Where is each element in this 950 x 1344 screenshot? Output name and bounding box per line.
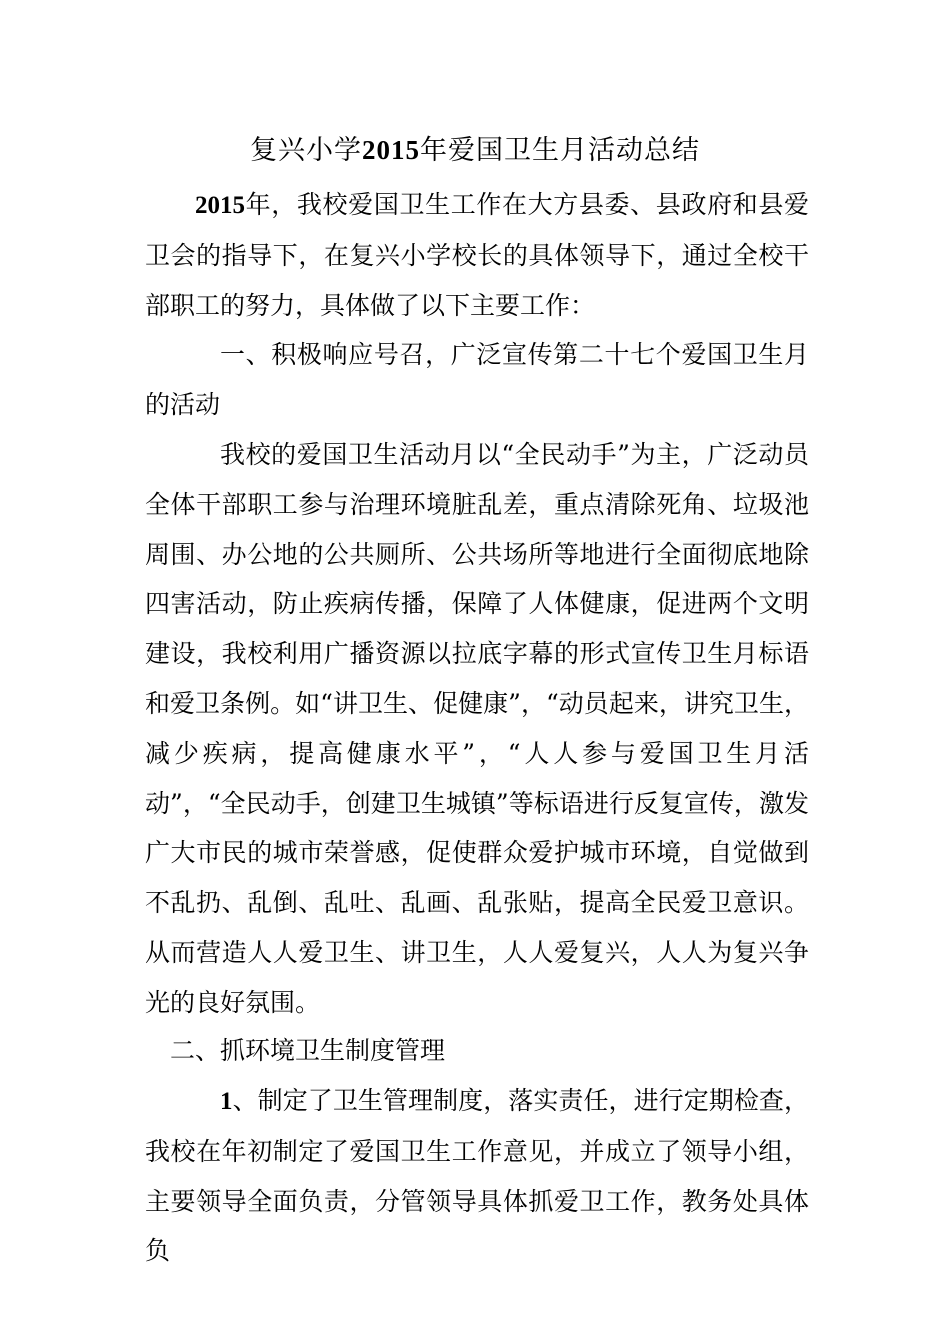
section-2-paragraph bbox=[145, 1076, 809, 1276]
title-prefix: 复兴小学 bbox=[250, 135, 362, 166]
section-heading-1: 一、积极响应号召，广泛宣传第二十七个爱国卫生月的活动 bbox=[145, 340, 809, 419]
item-number: 1 bbox=[220, 1088, 233, 1115]
intro-text: 年，我校爱国卫生工作在大方县委、县政府和县爱卫会的指导下，在复兴小学校长的具体领导下，通过全校干部职工的努力，具体做了以下主要工作： bbox=[145, 190, 809, 320]
section-1-paragraph: 我校的爱国卫生活动月以“全民动手”为主，广泛动员全体干部职工参与治理环境脏乱差，重点清除死角、垃圾池周围、办公地的公共厕所、公共场所等地进行全面彻底地除四害活动，防止疾病传播，保障了人体健康，促进两个文明建设，我校利用广播资源以拉底字幕的形式宣传卫生月标语和爱卫条例。如“讲卫生、促健康”，“动员起来，讲究卫生，减少疾病，提高健康水平”，“人人参与爱国卫生月活动”，“全民动手，创建卫生城镇”等标语进行反复宣传，激发广大市民的城市荣誉感，促使群众爱护城市环境，自觉做到不乱扔、乱倒、乱吐、乱画、乱张贴，提高全民爱卫意识。从而营造人人爱卫生、讲卫生，人人爱复兴，人人为复兴争光的良好氛围。 bbox=[145, 440, 809, 1017]
title-suffix: 年爱国卫生月活动总结 bbox=[420, 135, 700, 166]
title-year: 2015 bbox=[362, 135, 420, 165]
intro-year: 2015 bbox=[195, 192, 245, 219]
document-title bbox=[0, 128, 950, 173]
item-text: 、制定了卫生管理制度，落实责任，进行定期检查，我校在年初制定了爱国卫生工作意见，并成立了领导小组，主要领导全面负责，分管领导具体抓爱卫工作，教务处具体负 bbox=[145, 1086, 809, 1266]
section-heading-2: 二、抓环境卫生制度管理 bbox=[170, 1036, 446, 1065]
intro-paragraph bbox=[145, 180, 809, 330]
